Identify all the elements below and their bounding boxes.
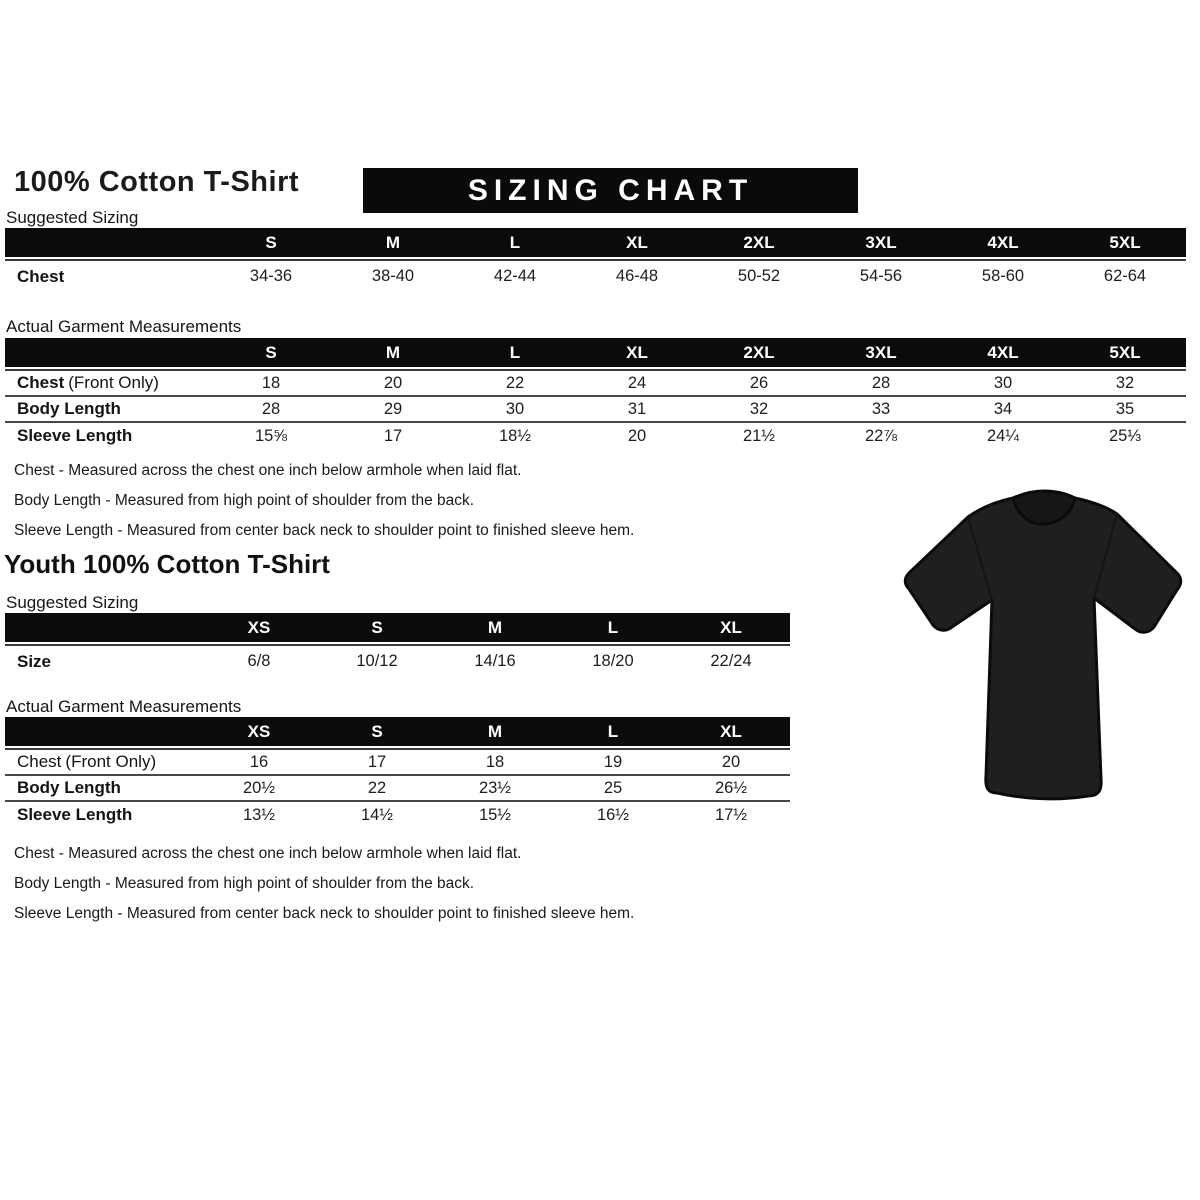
size-header: M [436, 613, 554, 642]
table-row-chest [5, 750, 790, 776]
size-header: L [554, 717, 672, 746]
cell: 26 [698, 371, 820, 397]
size-header: XL [576, 228, 698, 257]
size-header: L [454, 228, 576, 257]
youth-note-chest: Chest - Measured across the chest one inch below armhole when laid flat. [14, 845, 522, 862]
cell: 50-52 [737, 267, 781, 285]
cell: 17½ [714, 805, 748, 824]
cell: 13½ [242, 805, 276, 824]
cell: 15½ [478, 805, 512, 824]
corner-cell [5, 228, 210, 257]
cell: 34 [942, 397, 1064, 423]
size-header: 4XL [942, 228, 1064, 257]
cell: 33 [820, 397, 942, 423]
cell: 22⅞ [864, 426, 898, 445]
cell: 18/20 [592, 652, 634, 670]
cell: 32 [698, 397, 820, 423]
adult-measurements-table [5, 338, 1186, 449]
header-row [5, 613, 790, 642]
cell: 18½ [498, 426, 532, 445]
sizing-chart-banner [363, 168, 858, 213]
cell: 22 [454, 371, 576, 397]
cell: 20 [672, 750, 790, 776]
cell: 30 [454, 397, 576, 423]
row-label: Size [17, 651, 52, 671]
adult-measurements-label: Actual Garment Measurements [6, 317, 242, 336]
youth-measurements-label: Actual Garment Measurements [6, 697, 242, 716]
cell: 54-56 [859, 267, 903, 285]
cell: 30 [942, 371, 1064, 397]
cell: 17 [383, 426, 403, 445]
row-label: Chest (Front Only) [5, 750, 200, 776]
cell: 19 [554, 750, 672, 776]
cell: 38-40 [371, 267, 415, 285]
size-header: XL [672, 717, 790, 746]
size-header: L [454, 338, 576, 367]
cell: 25⅓ [1108, 426, 1142, 445]
corner-cell [5, 338, 210, 367]
cell: 22/24 [710, 652, 752, 670]
youth-measurements-table [5, 717, 790, 828]
table-row-chest [5, 371, 1186, 397]
table-row-chest [5, 261, 1186, 292]
youth-note-sleeve-length: Sleeve Length - Measured from center back neck to shoulder point to finished sleeve hem. [14, 905, 635, 922]
table-row-sleeve-length [5, 802, 790, 828]
black-tshirt-icon [895, 476, 1190, 816]
cell: 20 [332, 371, 454, 397]
cell: 42-44 [493, 267, 537, 285]
youth-note-body-length: Body Length - Measured from high point of shoulder from the back. [14, 875, 475, 892]
table-row-body-length [5, 397, 1186, 423]
size-header: XS [200, 717, 318, 746]
youth-suggested-sizing-label: Suggested Sizing [6, 593, 139, 612]
row-label: Sleeve Length [17, 426, 133, 445]
youth-suggested-sizing-table [5, 613, 790, 677]
cell: 17 [318, 750, 436, 776]
cell: 62-64 [1103, 267, 1147, 285]
row-label: Body Length [5, 776, 200, 802]
sizing-chart-banner-text: SIZING CHART [467, 173, 754, 207]
adult-suggested-sizing-label: Suggested Sizing [6, 208, 139, 227]
cell: 58-60 [981, 267, 1025, 285]
corner-cell [5, 717, 200, 746]
adult-suggested-sizing-table [5, 228, 1186, 292]
cell: 28 [820, 371, 942, 397]
size-header: XL [576, 338, 698, 367]
cell: 25 [554, 776, 672, 802]
cell: 46-48 [615, 267, 659, 285]
cell: 24¼ [986, 426, 1020, 445]
cell: 14½ [360, 805, 394, 824]
cell: 26½ [672, 776, 790, 802]
header-row [5, 228, 1186, 257]
table-row-body-length [5, 776, 790, 802]
cell: 20½ [200, 776, 318, 802]
size-header: S [210, 338, 332, 367]
size-header: M [436, 717, 554, 746]
cell: 14/16 [474, 652, 516, 670]
cell: 18 [436, 750, 554, 776]
size-header: XL [672, 613, 790, 642]
row-label: Chest (Front Only) [5, 371, 210, 397]
size-header: S [210, 228, 332, 257]
cell: 34-36 [249, 267, 293, 285]
cell: 22 [318, 776, 436, 802]
cell: 24 [576, 371, 698, 397]
size-header: 5XL [1064, 338, 1186, 367]
cell: 28 [210, 397, 332, 423]
tshirt-photo [895, 476, 1190, 816]
cell: 23½ [436, 776, 554, 802]
table-row-sleeve-length [5, 423, 1186, 449]
cell: 6/8 [247, 652, 271, 670]
row-label: Sleeve Length [17, 805, 133, 824]
row-label: Chest [17, 266, 65, 286]
adult-note-sleeve-length: Sleeve Length - Measured from center back neck to shoulder point to finished sleeve hem. [14, 522, 635, 539]
size-header: 4XL [942, 338, 1064, 367]
cell: 35 [1064, 397, 1186, 423]
cell: 20 [627, 426, 647, 445]
cell: 18 [210, 371, 332, 397]
size-header: S [318, 717, 436, 746]
size-header: 2XL [698, 338, 820, 367]
size-header: 2XL [698, 228, 820, 257]
size-header: M [332, 338, 454, 367]
cell: 31 [576, 397, 698, 423]
youth-page-title: Youth 100% Cotton T-Shirt [4, 549, 330, 579]
page-title: 100% Cotton T-Shirt [14, 166, 300, 198]
cell: 16 [200, 750, 318, 776]
size-header: M [332, 228, 454, 257]
size-header: 5XL [1064, 228, 1186, 257]
size-header: S [318, 613, 436, 642]
header-row [5, 338, 1186, 367]
size-header: L [554, 613, 672, 642]
cell: 21½ [742, 426, 776, 445]
header-row [5, 717, 790, 746]
cell: 29 [332, 397, 454, 423]
size-header: XS [200, 613, 318, 642]
cell: 10/12 [356, 652, 398, 670]
cell: 32 [1064, 371, 1186, 397]
cell: 15⅝ [254, 426, 288, 445]
adult-note-chest: Chest - Measured across the chest one inch below armhole when laid flat. [14, 462, 522, 479]
table-row-size [5, 646, 790, 677]
adult-note-body-length: Body Length - Measured from high point of shoulder from the back. [14, 492, 475, 509]
cell: 16½ [596, 805, 630, 824]
row-label: Body Length [5, 397, 210, 423]
corner-cell [5, 613, 200, 642]
size-header: 3XL [820, 338, 942, 367]
size-header: 3XL [820, 228, 942, 257]
